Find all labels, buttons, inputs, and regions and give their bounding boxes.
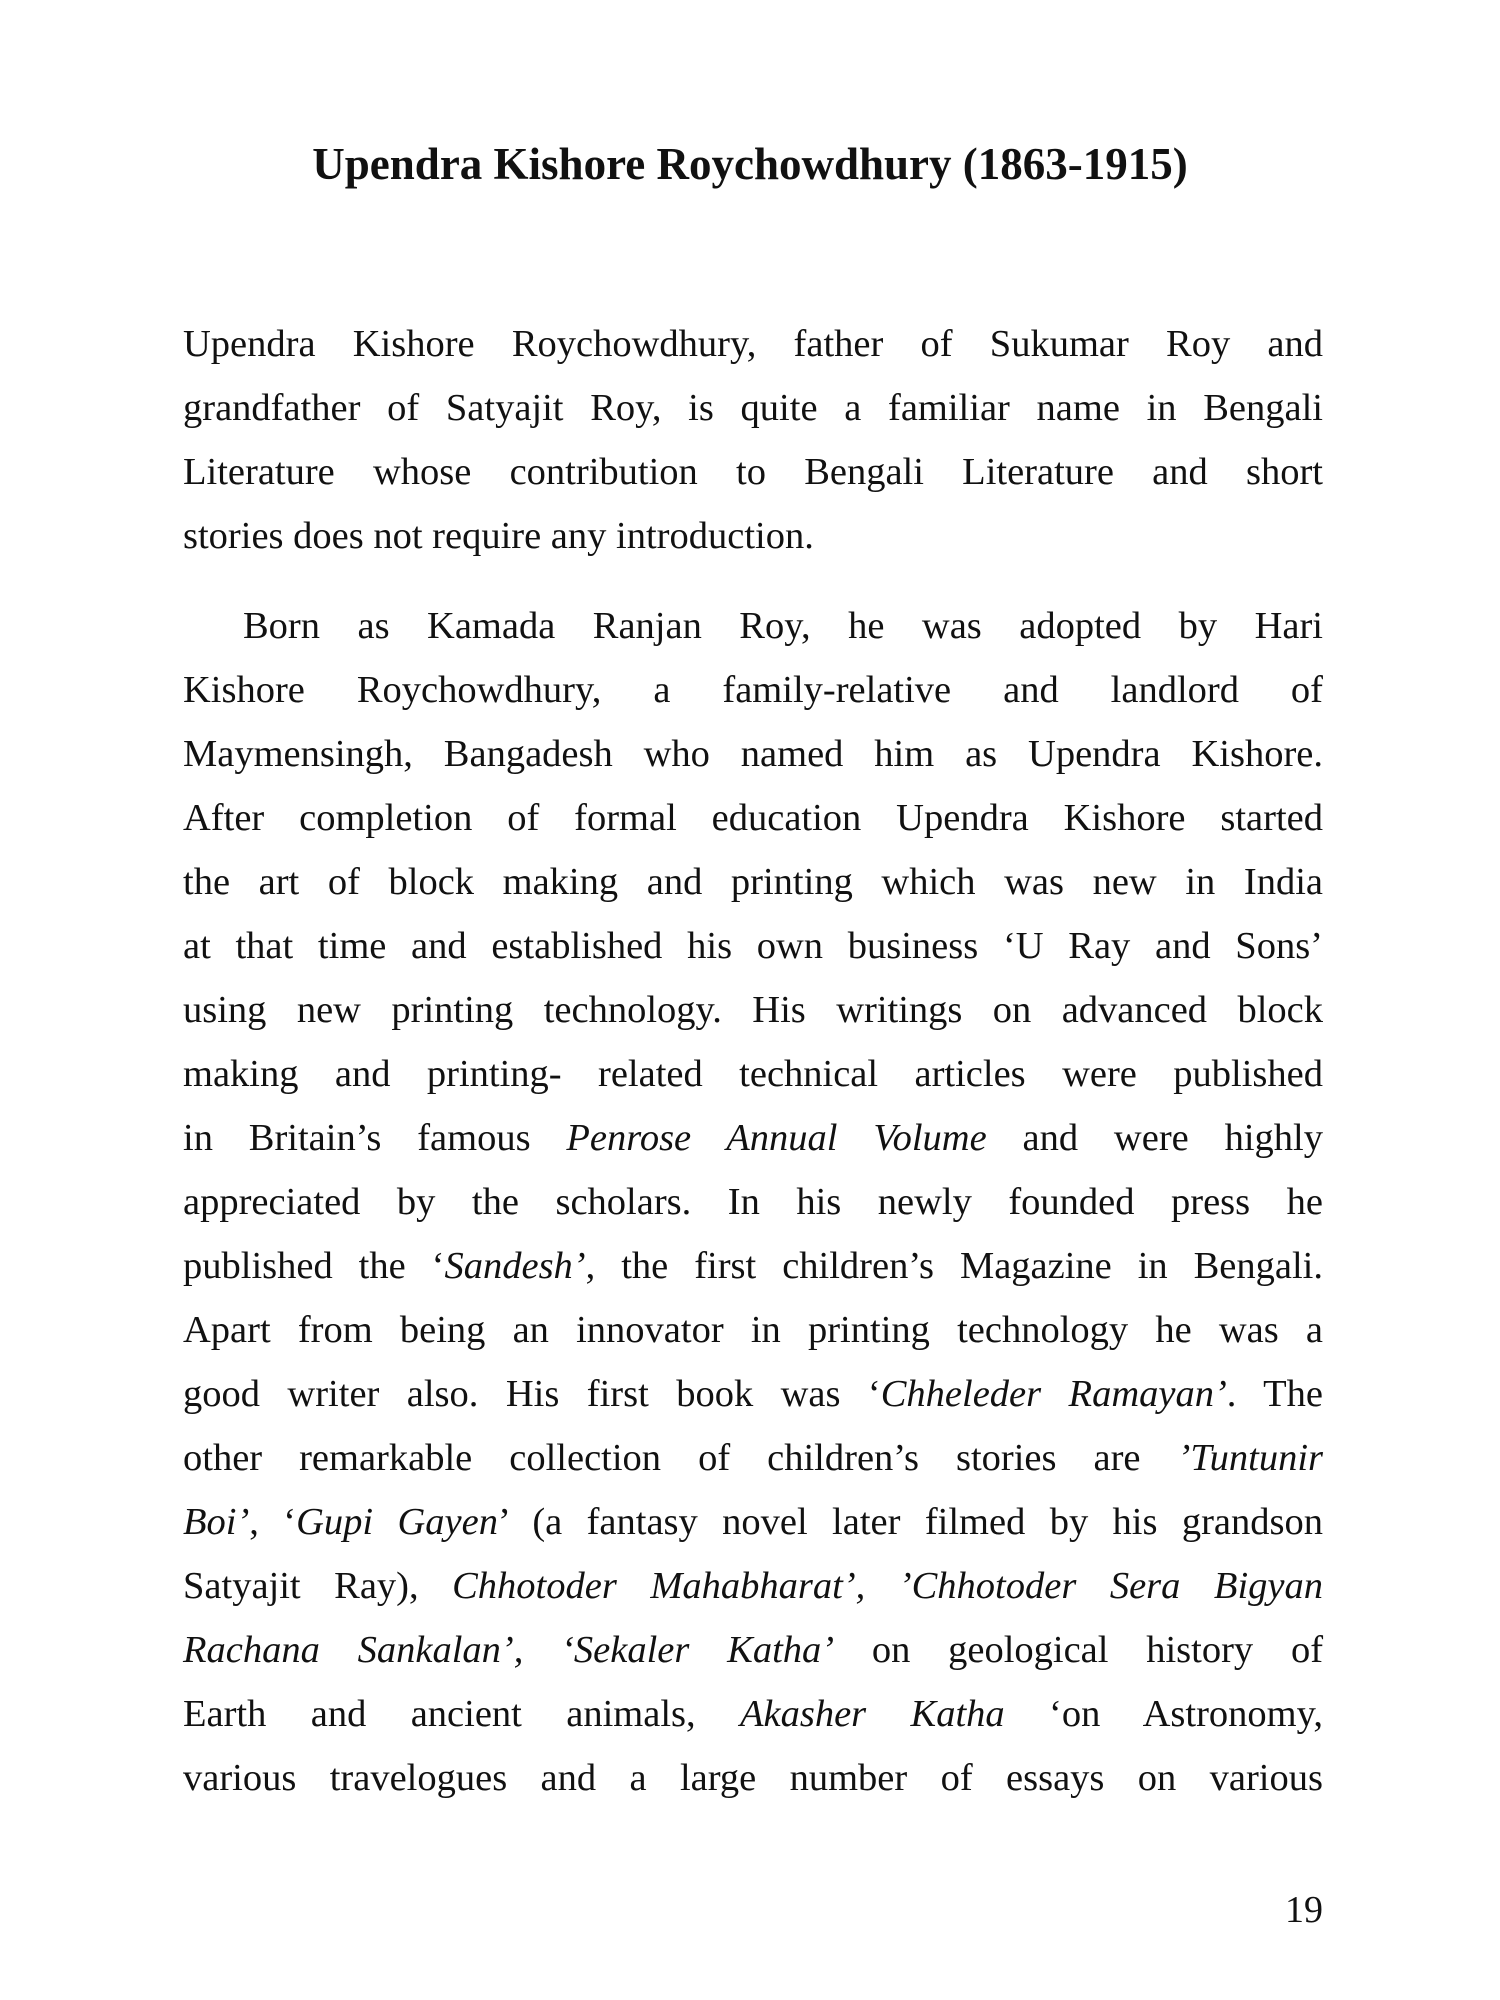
italic-title-text: Chheleder Ramayan’ [880, 1373, 1227, 1415]
text-line [183, 504, 1323, 568]
text-segment: appreciated by the scholars. In his newly founded press he [183, 1181, 1323, 1223]
text-line [183, 1618, 1323, 1682]
text-segment: . The [1226, 1373, 1323, 1415]
text-segment: Literature whose contribution to Bengali Literature and short [183, 451, 1323, 493]
text-line [183, 1234, 1323, 1298]
italic-title-text: ’Tuntunir [1177, 1437, 1323, 1479]
text-segment: Upendra Kishore Roychowdhury, father of Sukumar Roy and [183, 323, 1323, 365]
text-segment: on geological history of [834, 1629, 1324, 1671]
text-line [183, 1170, 1323, 1234]
paragraph-2 [183, 594, 1323, 1810]
text-line [183, 1682, 1323, 1746]
text-segment: Maymensingh, Bangadesh who named him as Upendra Kishore. [183, 733, 1323, 775]
text-segment: published the ‘ [183, 1245, 445, 1287]
text-line [183, 1362, 1323, 1426]
text-segment: making and printing- related technical articles were published [183, 1053, 1323, 1095]
text-line [183, 594, 1323, 658]
italic-title-text: Chhotoder Mahabharat’, ’Chhotoder Sera Bigyan [452, 1565, 1323, 1607]
text-line [183, 1298, 1323, 1362]
text-line [183, 1746, 1323, 1810]
text-segment: , the first children’s Magazine in Bengali. [585, 1245, 1323, 1287]
text-line [183, 786, 1323, 850]
text-line [183, 376, 1323, 440]
text-line [183, 440, 1323, 504]
paragraph-1 [183, 312, 1323, 568]
page-number: 19 [1285, 1889, 1323, 1931]
italic-title-text: Penrose Annual Volume [566, 1117, 987, 1159]
text-segment: other remarkable collection of children’s stories are [183, 1437, 1178, 1479]
text-segment: using new printing technology. His writings on advanced block [183, 989, 1323, 1031]
text-segment: and were highly [986, 1117, 1323, 1159]
italic-title-text: Rachana Sankalan’, ‘Sekaler Katha’ [183, 1629, 835, 1671]
italic-title-text: Akasher Katha [740, 1693, 1005, 1735]
italic-title-text: Gupi Gayen [296, 1501, 498, 1543]
text-line [183, 312, 1323, 376]
text-line [183, 850, 1323, 914]
text-segment: Satyajit Ray), [183, 1565, 453, 1607]
text-segment: Apart from being an innovator in printing technology he was a [183, 1309, 1323, 1351]
text-line [183, 1042, 1323, 1106]
text-segment: Earth and ancient animals, [183, 1693, 740, 1735]
text-segment: good writer also. His first book was ‘ [183, 1373, 881, 1415]
text-segment: in Britain’s famous [183, 1117, 567, 1159]
text-segment: various travelogues and a large number of essays on various [183, 1757, 1323, 1799]
text-segment: ‘on Astronomy, [1004, 1693, 1323, 1735]
text-segment: After completion of formal education Upendra Kishore started [183, 797, 1323, 839]
text-line [183, 914, 1323, 978]
text-segment: at that time and established his own business ‘U Ray and Sons’ [183, 925, 1323, 967]
text-line [183, 978, 1323, 1042]
text-segment: Born as Kamada Ranjan Roy, he was adopted by Hari [243, 605, 1323, 647]
text-segment: Kishore Roychowdhury, a family-relative and landlord of [183, 669, 1323, 711]
text-line [183, 1106, 1323, 1170]
text-line [183, 658, 1323, 722]
text-line [183, 722, 1323, 786]
text-line [183, 1426, 1323, 1490]
text-segment: ’ (a fantasy novel later filmed by his grandson [497, 1501, 1324, 1543]
italic-title-text: Sandesh’ [444, 1245, 586, 1287]
text-segment: the art of block making and printing which was new in India [183, 861, 1323, 903]
text-segment: , ‘ [249, 1501, 297, 1543]
text-segment: grandfather of Satyajit Roy, is quite a familiar name in Bengali [183, 387, 1323, 429]
italic-title-text: Boi’ [183, 1501, 250, 1543]
text-segment: stories does not require any introduction. [183, 515, 814, 557]
text-line [183, 1554, 1323, 1618]
text-line [183, 1490, 1323, 1554]
page-title: Upendra Kishore Roychowdhury (1863-1915) [312, 139, 1188, 189]
